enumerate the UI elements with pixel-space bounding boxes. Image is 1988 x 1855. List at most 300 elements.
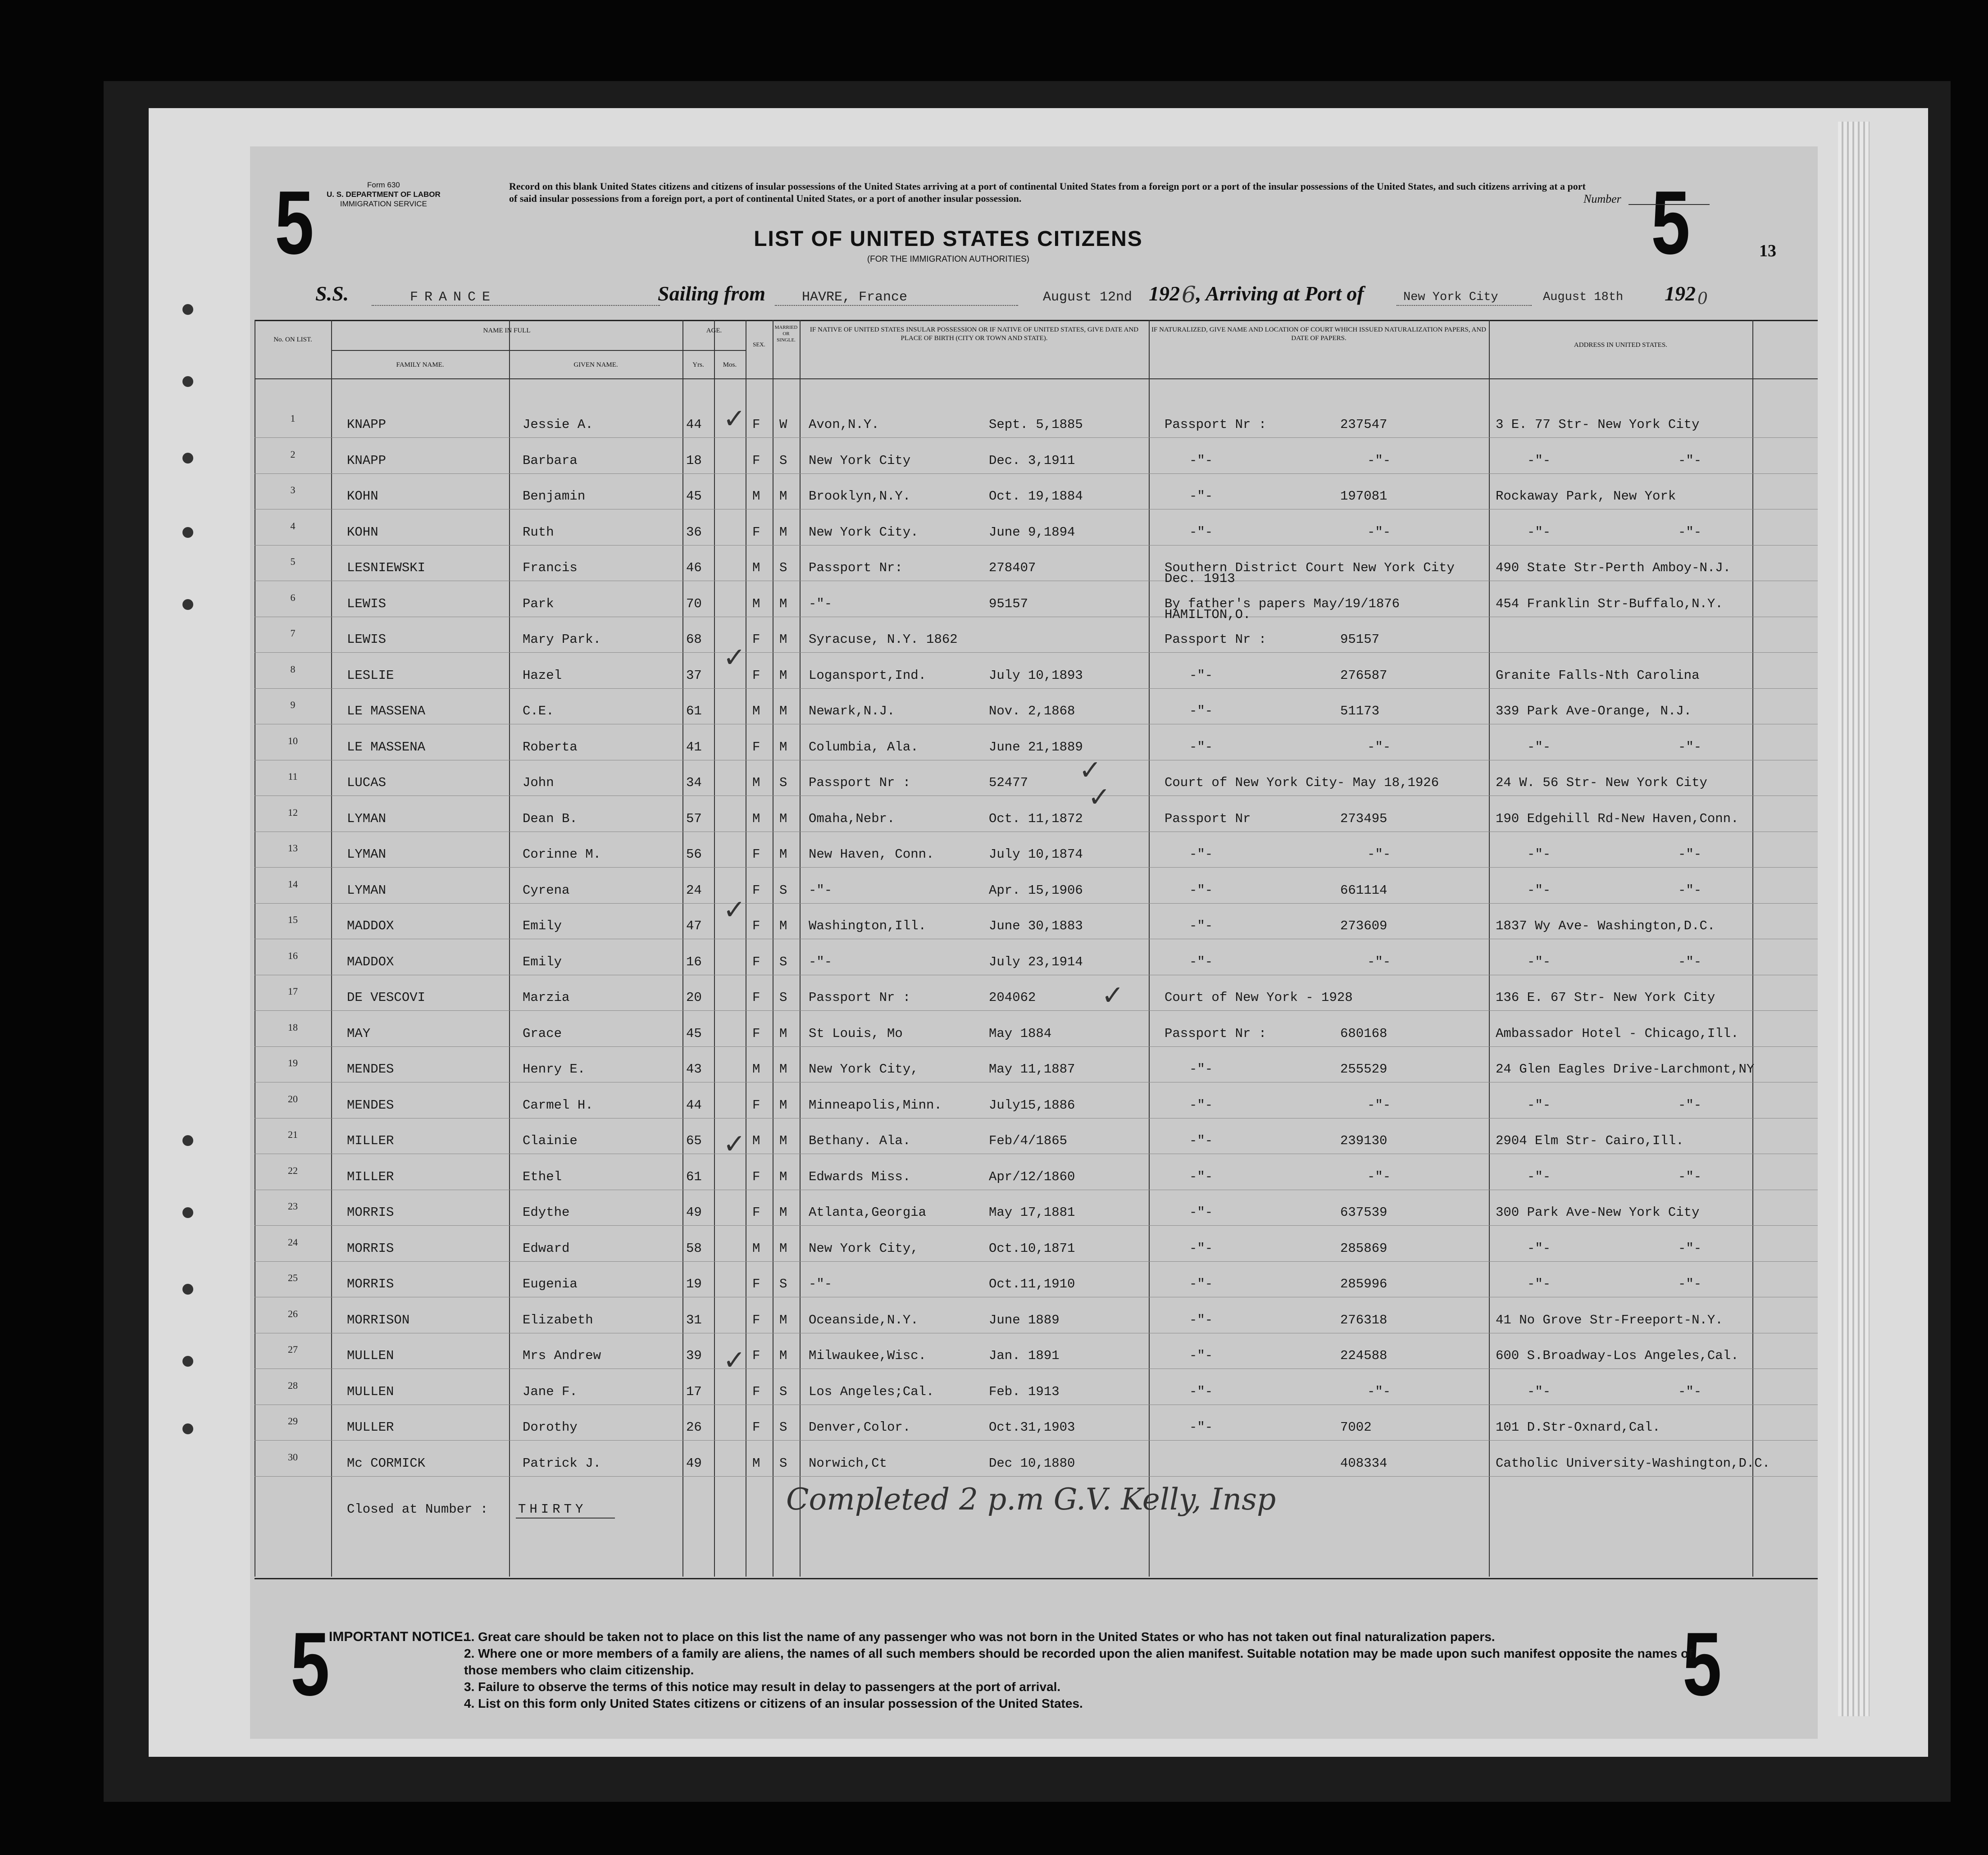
birth-place: Brooklyn,N.Y. — [809, 489, 911, 504]
birth-date: Apr. 15,1906 — [989, 882, 1083, 898]
naturalization: -"- — [1189, 668, 1213, 683]
given-name: Hazel — [523, 668, 562, 683]
family-name: KOHN — [347, 524, 378, 540]
birth-place: Passport Nr: — [809, 560, 903, 575]
sheet-number-stamp-right: 5 — [1651, 173, 1690, 273]
arrival-port: New York City — [1403, 291, 1498, 304]
address: Granite Falls-Nth Carolina — [1496, 668, 1700, 683]
checkmark-icon: ✓ — [723, 1128, 746, 1160]
sex: M — [752, 560, 760, 575]
birth-date: Oct.10,1871 — [989, 1241, 1075, 1256]
age-years: 49 — [686, 1205, 702, 1220]
row-rule — [255, 1440, 1818, 1441]
col-rule — [1752, 320, 1753, 1577]
sex: F — [752, 1097, 760, 1113]
age-years: 47 — [686, 918, 702, 933]
ship-name: FRANCE — [410, 290, 497, 305]
passport-number: -"- — [1367, 1097, 1391, 1113]
birth-place: Minneapolis,Minn. — [809, 1097, 942, 1113]
family-name: MORRIS — [347, 1277, 394, 1291]
given-name: Ethel — [523, 1169, 562, 1184]
age-years: 56 — [686, 847, 702, 862]
passport-number: -"- — [1367, 1169, 1391, 1184]
birth-date: May 11,1887 — [989, 1062, 1075, 1077]
row-number: 4 — [290, 520, 296, 532]
marital-status: S — [779, 1420, 787, 1435]
naturalization: -"- — [1189, 1312, 1213, 1328]
marital-status: M — [779, 1312, 787, 1328]
address: 2904 Elm Str- Cairo,Ill. — [1496, 1133, 1684, 1148]
given-name: Carmel H. — [523, 1097, 593, 1113]
given-name: C.E. — [523, 704, 554, 718]
address-ditto: -"- — [1678, 882, 1702, 898]
marital-status: M — [779, 596, 787, 611]
departure-year-prefix: 192 — [1149, 282, 1180, 305]
sex: M — [752, 1062, 760, 1077]
birth-place: New York City, — [809, 1062, 919, 1077]
family-name: MILLER — [347, 1133, 394, 1148]
family-name: MORRIS — [347, 1241, 394, 1256]
birth-place: Omaha,Nebr. — [809, 811, 895, 826]
sex: M — [752, 1133, 760, 1148]
naturalization: -"- — [1189, 489, 1213, 504]
passport-number: 239130 — [1340, 1133, 1388, 1148]
given-name: Emily — [523, 954, 562, 969]
sex: M — [752, 489, 760, 504]
address: 101 D.Str-Oxnard,Cal. — [1496, 1420, 1660, 1435]
notice-item: 1. Great care should be taken not to place on this list the name of any passenger who was not born in the United States or who has not taken out final naturalization papers. — [464, 1630, 1495, 1644]
naturalization: -"- — [1189, 918, 1213, 933]
address: -"- — [1527, 1277, 1551, 1291]
address: 136 E. 67 Str- New York City — [1496, 990, 1715, 1005]
passport-number: 95157 — [1340, 632, 1380, 647]
sex: M — [752, 596, 760, 611]
row-number: 22 — [288, 1164, 298, 1176]
marital-status: M — [779, 1205, 787, 1220]
family-name: LE MASSENA — [347, 704, 426, 718]
naturalization: -"- — [1189, 1277, 1213, 1291]
age-years: 45 — [686, 1026, 702, 1041]
sex: M — [752, 704, 760, 718]
given-name: Francis — [523, 560, 578, 575]
age-years: 41 — [686, 739, 702, 755]
address: 3 E. 77 Str- New York City — [1496, 417, 1700, 432]
family-name: MADDOX — [347, 918, 394, 933]
naturalization: Court of New York - 1928 — [1165, 990, 1353, 1005]
age-years: 26 — [686, 1420, 702, 1435]
family-name: MAY — [347, 1026, 371, 1041]
header-age: AGE. — [706, 327, 722, 334]
marital-status: S — [779, 1384, 787, 1399]
naturalization: -"- — [1189, 1133, 1213, 1148]
header-yrs: Yrs. — [692, 361, 704, 368]
age-years: 61 — [686, 1169, 702, 1184]
sex: M — [752, 1241, 760, 1256]
col-rule — [509, 320, 510, 1577]
birth-place: Los Angeles;Cal. — [809, 1384, 934, 1399]
checkmark-icon: ✓ — [723, 894, 746, 926]
birth-date: June 21,1889 — [989, 739, 1083, 755]
marital-status: M — [779, 811, 787, 826]
form-instruction: Record on this blank United States citizens and citizens of insular possessions of the United States arriving at a port of continental United States from a foreign port or a port of the insular possessions of the United States, and such citizens arriving at a port of said insular possessions from a foreign port, a port of continental United States, or a port of another insular possession. — [509, 181, 1586, 204]
col-rule — [800, 320, 801, 1577]
marital-status: M — [779, 1241, 787, 1256]
naturalization: Passport Nr : — [1165, 632, 1267, 647]
important-notice — [329, 1628, 1725, 1712]
naturalization: -"- — [1189, 704, 1213, 718]
binder-hole — [182, 1135, 193, 1146]
given-name: Benjamin — [523, 489, 586, 504]
birth-place: Passport Nr : — [809, 775, 911, 790]
naturalization: Passport Nr : — [1165, 417, 1267, 432]
family-name: MENDES — [347, 1097, 394, 1113]
family-name: MULLER — [347, 1420, 394, 1435]
naturalization: -"- — [1189, 847, 1213, 862]
row-number: 18 — [288, 1021, 298, 1033]
page-stack-edge — [1838, 122, 1870, 1716]
row-rule — [255, 903, 1818, 904]
naturalization: -"- — [1189, 1420, 1213, 1435]
naturalization: Passport Nr : — [1165, 1026, 1267, 1041]
address: -"- — [1527, 847, 1551, 862]
sex: F — [752, 524, 760, 540]
sex: M — [752, 1455, 760, 1471]
birth-place: New York City. — [809, 524, 919, 540]
ss-label: S.S. — [315, 282, 349, 305]
marital-status: S — [779, 1277, 787, 1291]
sex: F — [752, 417, 760, 432]
naturalization: -"- — [1189, 1384, 1213, 1399]
marital-status: M — [779, 704, 787, 718]
col-rule — [331, 320, 332, 1577]
naturalization: -"- — [1189, 1205, 1213, 1220]
departure-port: HAVRE, France — [802, 290, 908, 305]
sex: F — [752, 1348, 760, 1363]
row-number: 3 — [290, 484, 296, 496]
sex: F — [752, 668, 760, 683]
notice-item: 3. Failure to observe the terms of this notice may result in delay to passengers at the port of arrival. — [464, 1680, 1061, 1694]
row-number: 24 — [288, 1236, 298, 1248]
row-number: 2 — [290, 448, 296, 460]
row-number: 28 — [288, 1379, 298, 1391]
given-name: Patrick J. — [523, 1455, 601, 1471]
birth-date: 204062 — [989, 990, 1036, 1005]
row-rule — [255, 867, 1818, 868]
age-years: 20 — [686, 990, 702, 1005]
age-years: 44 — [686, 1097, 702, 1113]
family-name: LEWIS — [347, 596, 387, 611]
checkmark-icon: ✓ — [723, 642, 746, 673]
marital-status: S — [779, 453, 787, 468]
given-name: Park — [523, 596, 554, 611]
naturalization: Court of New York City- May 18,1926 — [1165, 775, 1439, 790]
marital-status: M — [779, 1169, 787, 1184]
address: -"- — [1527, 1384, 1551, 1399]
address-ditto: -"- — [1678, 1241, 1702, 1256]
family-name: MADDOX — [347, 954, 394, 969]
binder-hole — [182, 527, 193, 538]
birth-date: 52477 — [989, 775, 1028, 790]
sheet-number-stamp-bottom-left: 5 — [291, 1614, 330, 1714]
family-name: LYMAN — [347, 882, 387, 898]
birth-place: Washington,Ill. — [809, 918, 927, 933]
birth-place: Newark,N.J. — [809, 704, 895, 718]
naturalization: By father's papers May/19/1876 — [1165, 596, 1400, 611]
binder-hole — [182, 376, 193, 387]
birth-place: Atlanta,Georgia — [809, 1205, 927, 1220]
marital-status: M — [779, 1348, 787, 1363]
naturalization: -"- — [1189, 1097, 1213, 1113]
birth-place: Syracuse, N.Y. 1862 — [809, 632, 958, 647]
address: 339 Park Ave-Orange, N.J. — [1496, 704, 1692, 718]
birth-place: -"- — [809, 882, 833, 898]
row-number: 17 — [288, 986, 298, 997]
marital-status: M — [779, 524, 787, 540]
naturalization: -"- — [1189, 1241, 1213, 1256]
age-years: 68 — [686, 632, 702, 647]
address-ditto: -"- — [1678, 453, 1702, 468]
family-name: MULLEN — [347, 1384, 394, 1399]
passport-number: 273495 — [1340, 811, 1388, 826]
given-name: Henry E. — [523, 1062, 586, 1077]
notice-heading: IMPORTANT NOTICE. — [329, 1629, 467, 1644]
birth-date: June 9,1894 — [989, 524, 1075, 540]
passport-number: 637539 — [1340, 1205, 1388, 1220]
checkmark-icon: ✓ — [723, 403, 746, 435]
given-name: Ruth — [523, 524, 554, 540]
address-ditto: -"- — [1678, 954, 1702, 969]
marital-status: M — [779, 1062, 787, 1077]
birth-date: Sept. 5,1885 — [989, 417, 1083, 432]
form-subtitle: (FOR THE IMMIGRATION AUTHORITIES) — [867, 255, 1030, 264]
birth-date: Oct. 19,1884 — [989, 489, 1083, 504]
birth-date: July 23,1914 — [989, 954, 1083, 969]
naturalization: -"- — [1189, 1348, 1213, 1363]
binder-hole — [182, 1207, 193, 1218]
age-years: 65 — [686, 1133, 702, 1148]
marital-status: S — [779, 882, 787, 898]
arrival-port-line — [1397, 305, 1532, 306]
row-rule — [255, 437, 1818, 438]
sex: F — [752, 632, 760, 647]
sailing-from-label: Sailing from — [658, 282, 766, 305]
birth-date: Jan. 1891 — [989, 1348, 1060, 1363]
given-name: Jane F. — [523, 1384, 578, 1399]
age-years: 19 — [686, 1277, 702, 1291]
row-rule — [255, 1476, 1818, 1477]
passport-number: -"- — [1367, 1384, 1391, 1399]
family-name: LESNIEWSKI — [347, 560, 426, 575]
birth-date: Apr/12/1860 — [989, 1169, 1075, 1184]
family-name: KNAPP — [347, 453, 387, 468]
marital-status: S — [779, 560, 787, 575]
address: 600 S.Broadway-Los Angeles,Cal. — [1496, 1348, 1739, 1363]
family-name: MENDES — [347, 1062, 394, 1077]
address-ditto: -"- — [1678, 1169, 1702, 1184]
row-number: 8 — [290, 663, 296, 675]
birth-place: Avon,N.Y. — [809, 417, 879, 432]
row-number: 27 — [288, 1344, 298, 1355]
family-name: LESLIE — [347, 668, 394, 683]
marital-status: M — [779, 1026, 787, 1041]
department-name: U. S. DEPARTMENT OF LABOR — [327, 190, 441, 199]
sex: F — [752, 1026, 760, 1041]
notice-item: 4. List on this form only United States citizens or citizens of an insular possession of the United States. — [464, 1696, 1083, 1710]
given-name: Barbara — [523, 453, 578, 468]
row-rule — [255, 652, 1818, 653]
sex: F — [752, 1312, 760, 1328]
row-rule — [255, 473, 1818, 474]
family-name: MILLER — [347, 1169, 394, 1184]
row-number: 9 — [290, 699, 296, 710]
address: 24 Glen Eagles Drive-Larchmont,NY — [1496, 1062, 1755, 1077]
birth-date: June 1889 — [989, 1312, 1060, 1328]
row-number: 13 — [288, 842, 298, 854]
row-rule — [255, 1261, 1818, 1262]
given-name: Elizabeth — [523, 1312, 593, 1328]
header-sex: SEX. — [753, 341, 765, 348]
age-years: 45 — [686, 489, 702, 504]
birth-place: New Haven, Conn. — [809, 847, 934, 862]
naturalization: -"- — [1189, 1062, 1213, 1077]
row-number: 1 — [290, 413, 296, 424]
header-name-in-full: NAME IN FULL — [483, 327, 531, 334]
header-rule — [331, 350, 682, 351]
inspector-signature: Completed 2 p.m G.V. Kelly, Insp — [786, 1482, 1276, 1517]
given-name: Edward — [523, 1241, 570, 1256]
given-name: Marzia — [523, 990, 570, 1005]
birth-place: Denver,Color. — [809, 1420, 911, 1435]
birth-place: -"- — [809, 954, 833, 969]
naturalization-line2: Dec. 1913 — [1165, 571, 1235, 586]
address: Rockaway Park, New York — [1496, 489, 1676, 504]
passport-number: 273609 — [1340, 918, 1388, 933]
passport-number: 224588 — [1340, 1348, 1388, 1363]
header-birth: IF NATIVE OF UNITED STATES INSULAR POSSESSION OR IF NATIVE OF UNITED STATES, GIVE DATE AND PLACE OF BIRTH (CITY OR TOWN AND STATE). — [810, 326, 1139, 342]
birth-place: Logansport,Ind. — [809, 668, 927, 683]
birth-date: July 10,1874 — [989, 847, 1083, 862]
age-years: 37 — [686, 668, 702, 683]
age-years: 17 — [686, 1384, 702, 1399]
naturalization: -"- — [1189, 739, 1213, 755]
given-name: Eugenia — [523, 1277, 578, 1291]
passport-number: 255529 — [1340, 1062, 1388, 1077]
age-years: 57 — [686, 811, 702, 826]
birth-date: Feb. 1913 — [989, 1384, 1060, 1399]
naturalization: Passport Nr — [1165, 811, 1251, 826]
form-number: Form 630 — [367, 181, 400, 189]
age-years: 24 — [686, 882, 702, 898]
sheet-number-stamp-bottom-right: 5 — [1683, 1614, 1722, 1714]
marital-status: W — [779, 417, 787, 432]
row-rule — [255, 1010, 1818, 1011]
address-ditto: -"- — [1678, 847, 1702, 862]
birth-place: Passport Nr : — [809, 990, 911, 1005]
birth-date: Dec 10,1880 — [989, 1455, 1075, 1471]
birth-place: -"- — [809, 1277, 833, 1291]
family-name: MORRIS — [347, 1205, 394, 1220]
marital-status: M — [779, 1097, 787, 1113]
col-rule — [682, 320, 683, 1577]
notice-item: 2. Where one or more members of a family are aliens, the names of all such members should be recorded upon the alien manifest. Suitable notation may be made upon such manifest opposite the names of those members who claim citizenship. — [464, 1646, 1693, 1677]
col-rule — [1489, 320, 1490, 1577]
form-identifier — [327, 180, 441, 209]
row-number: 25 — [288, 1272, 298, 1283]
row-number: 14 — [288, 878, 298, 890]
binder-hole — [182, 1356, 193, 1367]
row-number: 15 — [288, 914, 298, 925]
given-name: Mrs Andrew — [523, 1348, 601, 1363]
row-number: 11 — [288, 771, 298, 782]
address-ditto: -"- — [1678, 739, 1702, 755]
address: -"- — [1527, 954, 1551, 969]
birth-place: Norwich,Ct — [809, 1455, 887, 1471]
number-field-line — [1629, 204, 1710, 205]
marital-status: M — [779, 739, 787, 755]
row-number: 19 — [288, 1057, 298, 1068]
given-name: Dorothy — [523, 1420, 578, 1435]
checkmark-icon: ✓ — [1088, 782, 1111, 813]
passport-number: -"- — [1367, 739, 1391, 755]
age-years: 44 — [686, 417, 702, 432]
binder-hole — [182, 1423, 193, 1434]
address: -"- — [1527, 1241, 1551, 1256]
row-rule — [255, 1225, 1818, 1226]
address: Ambassador Hotel - Chicago,Ill. — [1496, 1026, 1739, 1041]
naturalization: -"- — [1189, 954, 1213, 969]
birth-date: 95157 — [989, 596, 1028, 611]
given-name: Roberta — [523, 739, 578, 755]
header-mos: Mos. — [723, 361, 737, 368]
passport-number: -"- — [1367, 954, 1391, 969]
family-name: Mc CORMICK — [347, 1455, 426, 1471]
address: 454 Franklin Str-Buffalo,N.Y. — [1496, 596, 1723, 611]
closed-at-label: Closed at Number : — [347, 1502, 488, 1517]
row-number: 21 — [288, 1129, 298, 1140]
address: -"- — [1527, 1097, 1551, 1113]
marital-status: M — [779, 1133, 787, 1148]
passport-number: 276587 — [1340, 668, 1388, 683]
family-name: LYMAN — [347, 811, 387, 826]
marital-status: M — [779, 847, 787, 862]
birth-date: July15,1886 — [989, 1097, 1075, 1113]
age-years: 70 — [686, 596, 702, 611]
birth-place: New York City, — [809, 1241, 919, 1256]
address: 300 Park Ave-New York City — [1496, 1205, 1700, 1220]
birth-place: Columbia, Ala. — [809, 739, 919, 755]
marital-status: M — [779, 918, 787, 933]
birth-place: -"- — [809, 596, 833, 611]
birth-date: May 17,1881 — [989, 1205, 1075, 1220]
binder-hole — [182, 453, 193, 464]
col-rule — [1149, 320, 1150, 1577]
marital-status: M — [779, 489, 787, 504]
address: 41 No Grove Str-Freeport-N.Y. — [1496, 1312, 1723, 1328]
address-ditto: -"- — [1678, 524, 1702, 540]
given-name: John — [523, 775, 554, 790]
passport-number: -"- — [1367, 847, 1391, 862]
marital-status: S — [779, 775, 787, 790]
row-number: 10 — [288, 735, 298, 746]
row-number: 5 — [290, 556, 296, 567]
naturalization: -"- — [1189, 882, 1213, 898]
age-years: 49 — [686, 1455, 702, 1471]
address: Catholic University-Washington,D.C. — [1496, 1455, 1770, 1471]
passport-number: 237547 — [1340, 417, 1388, 432]
ship-name-line — [372, 305, 660, 306]
given-name: Clainie — [523, 1133, 578, 1148]
address: 490 State Str-Perth Amboy-N.J. — [1496, 560, 1731, 575]
